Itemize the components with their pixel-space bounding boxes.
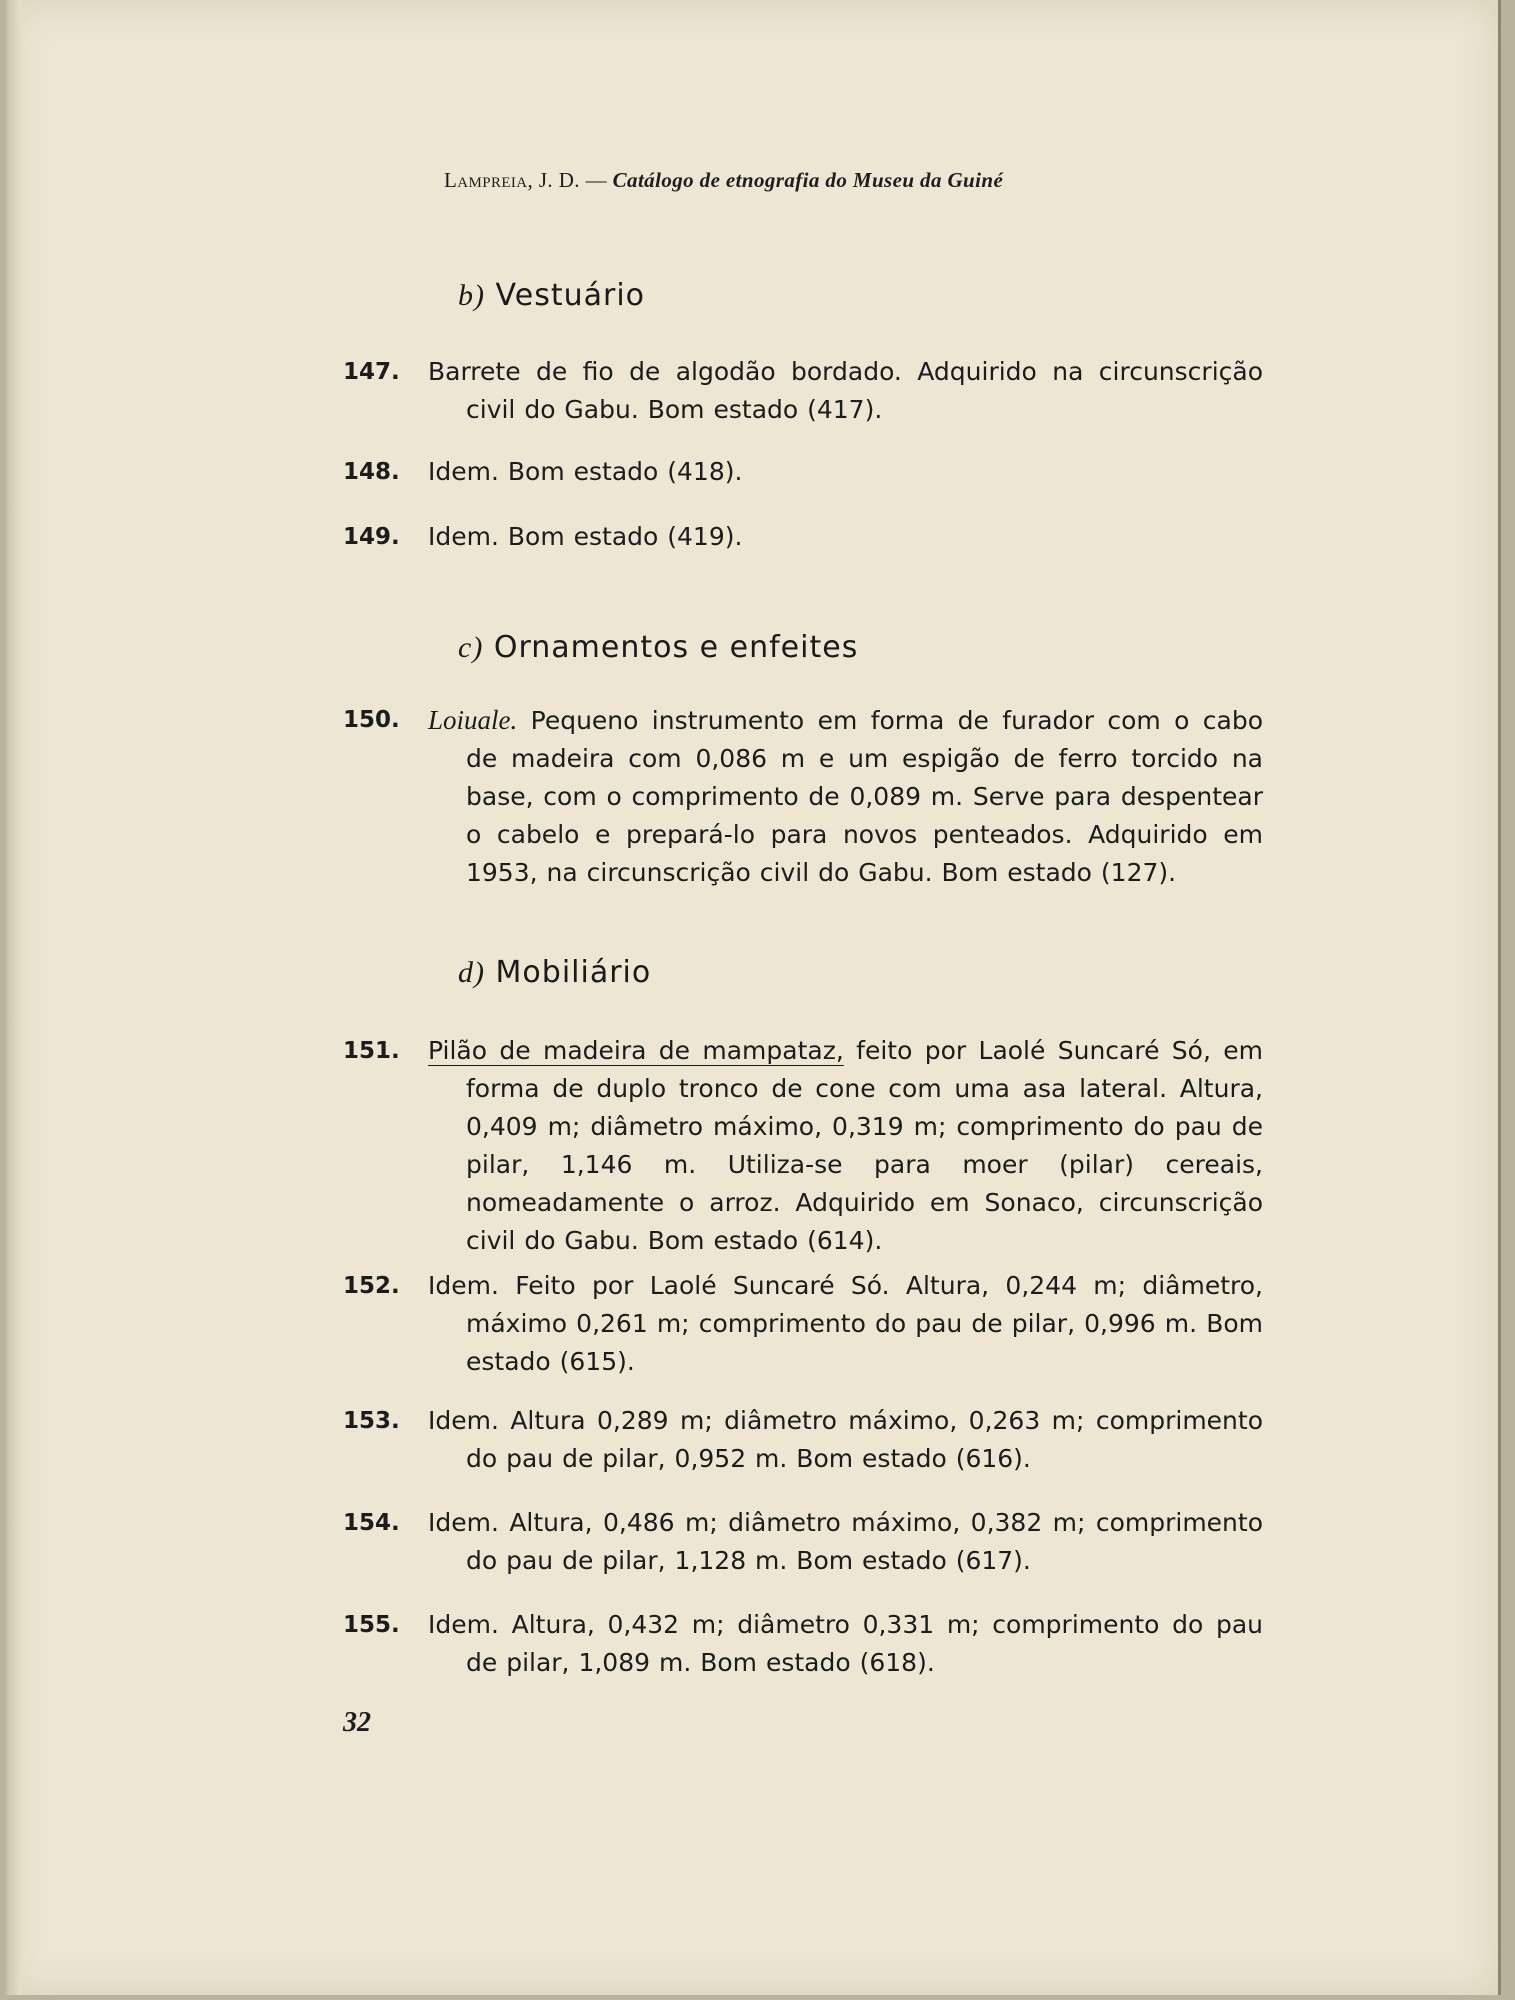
catalog-entry-154 [343, 1504, 1263, 1580]
entry-text: Idem. Bom estado (419). [428, 522, 743, 551]
section-title: Mobiliário [495, 955, 652, 990]
entry-number: 154. [343, 1510, 400, 1536]
entry-number: 155. [343, 1612, 400, 1638]
entry-text: Idem. Feito por Laolé Suncaré Só. Altura, 0,244 m; diâmetro, máximo 0,261 m; comprimento do pau de pilar, 0,996 m. Bom estado (615). [428, 1271, 1263, 1376]
section-heading-mobiliario [458, 955, 651, 990]
section-letter: c) [458, 631, 484, 664]
entry-number: 147. [343, 359, 400, 385]
entry-number: 153. [343, 1408, 400, 1434]
section-title: Vestuário [495, 278, 646, 313]
entry-description: feito por Laolé Suncaré Só, em forma de duplo tronco de cone com uma asa lateral. Altura, 0,409 m; diâmetro máximo, 0,319 m; comprimento do pau de pilar, 1,146 m. Utiliza-se para moer (pilar) cereais, nomeadamente o arroz. Adquirido em Sonaco, circunscrição civil do Gabu. Bom estado (614). [466, 1036, 1263, 1255]
catalog-entry-151 [343, 1032, 1263, 1260]
catalog-entry-147 [343, 353, 1263, 429]
page-number: 32 [343, 1707, 371, 1738]
entry-text: Idem. Altura, 0,432 m; diâmetro 0,331 m; comprimento do pau de pilar, 1,089 m. Bom estado (618). [428, 1610, 1263, 1677]
catalog-entry-153 [343, 1402, 1263, 1478]
entry-number: 151. [343, 1038, 400, 1064]
entry-text: Barrete de fio de algodão bordado. Adquirido na circunscrição civil do Gabu. Bom estado (417). [428, 357, 1263, 424]
catalog-entry-150 [343, 701, 1263, 892]
catalog-entry-149 [343, 518, 1263, 556]
section-letter: d) [458, 956, 485, 989]
entry-text: Idem. Altura 0,289 m; diâmetro máximo, 0,263 m; comprimento do pau de pilar, 0,952 m. Bom estado (616). [428, 1406, 1263, 1473]
page-fold-shadow [8, 0, 22, 1995]
section-heading-vestuario [458, 278, 645, 313]
entry-text: Idem. Bom estado (418). [428, 457, 743, 486]
entry-number: 150. [343, 707, 400, 733]
entry-term: Loiuale. [428, 705, 518, 735]
entry-number: 148. [343, 459, 400, 485]
section-title: Ornamentos e enfeites [493, 630, 859, 665]
entry-text: Idem. Altura, 0,486 m; diâmetro máximo, 0,382 m; comprimento do pau de pilar, 1,128 m. Bom estado (617). [428, 1508, 1263, 1575]
section-heading-ornamentos [458, 630, 858, 665]
running-head-separator: — [579, 168, 613, 192]
catalog-entry-155 [343, 1606, 1263, 1682]
running-head-author: Lampreia, J. D. [444, 168, 580, 192]
entry-text [428, 701, 1263, 892]
catalog-entry-148 [343, 453, 1263, 491]
entry-underlined-term: Pilão de madeira de mampataz, [428, 1036, 844, 1065]
entry-description: Pequeno instrumento em forma de furador com o cabo de madeira com 0,086 m e um espigão de ferro torcido na base, com o comprimento de 0,089 m. Serve para despentear o cabelo e prepará-lo para novos penteados. Adquirido em 1953, na circunscrição civil do Gabu. Bom estado (127). [466, 706, 1263, 887]
book-page [6, 0, 1501, 1995]
catalog-entry-152 [343, 1267, 1263, 1381]
entry-number: 152. [343, 1273, 400, 1299]
running-head-title: Catálogo de etnografia do Museu da Guiné [612, 168, 1004, 192]
section-letter: b) [458, 279, 485, 312]
running-head [444, 168, 1003, 193]
entry-text [428, 1032, 1263, 1260]
entry-number: 149. [343, 524, 400, 550]
